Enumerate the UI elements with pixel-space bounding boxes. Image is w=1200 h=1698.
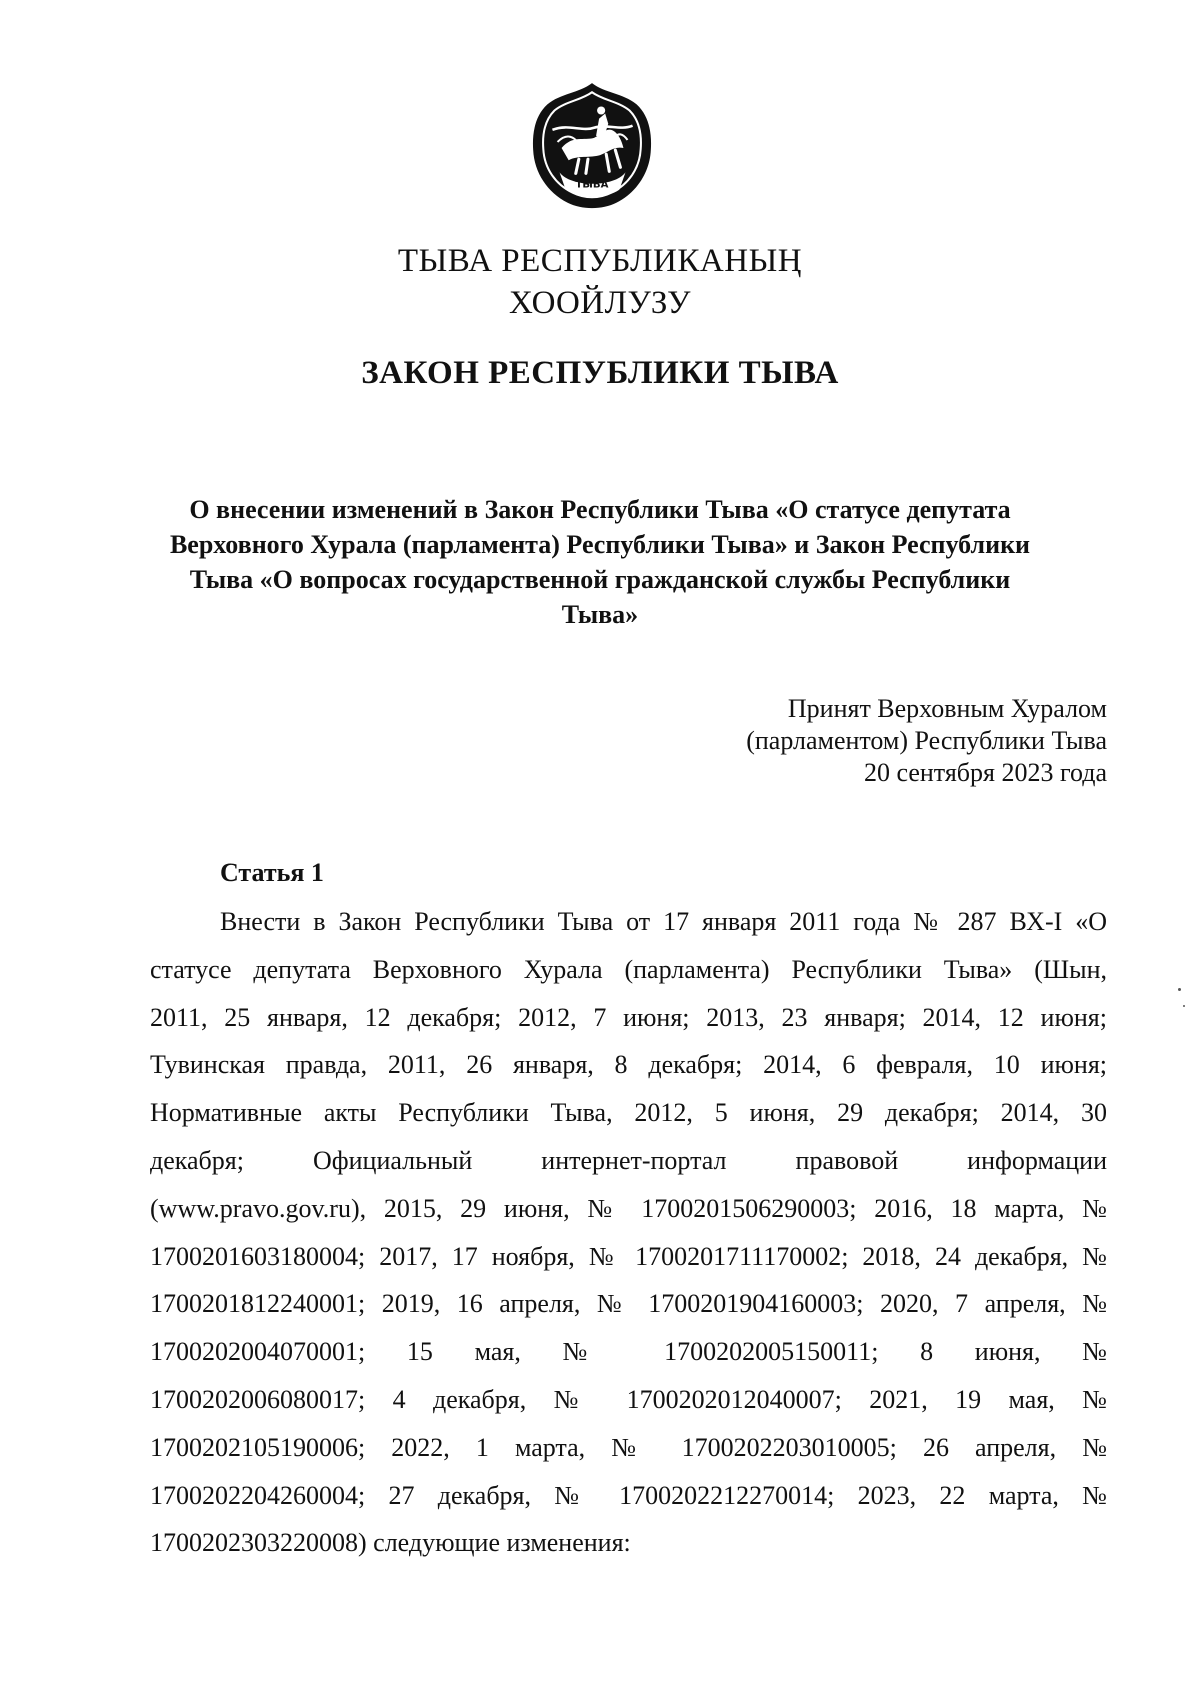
- law-title-line-1: О внесении изменений в Закон Республики Тыва «О статусе депутата: [189, 495, 1011, 524]
- law-title-line-4: Тыва»: [561, 600, 639, 629]
- law-title-line-3: Тыва «О вопросах государственной гражданской службы Республики: [189, 565, 1011, 594]
- article-line-13: 1700202204260004; 27 декабря, № 1700202212270014; 2023, 22 марта, №: [150, 1480, 1107, 1510]
- article-body: [150, 898, 1107, 1567]
- adoption-date: 20 сентября 2023 года: [863, 758, 1107, 787]
- article-line-7: (www.pravo.gov.ru), 2015, 29 июня, № 1700201506290003; 2016, 18 марта, №: [150, 1193, 1107, 1223]
- scan-speck: [1178, 988, 1181, 991]
- article-line-8: 1700201603180004; 2017, 17 ноября, № 1700201711170002; 2018, 24 декабря, №: [150, 1241, 1107, 1271]
- article-line-9: 1700201812240001; 2019, 16 апреля, № 1700201904160003; 2020, 7 апреля, №: [150, 1289, 1107, 1319]
- tuvan-law-heading: [0, 240, 1200, 324]
- article-line-2: статусе депутата Верховного Хурала (парламента) Республики Тыва» (Шын,: [150, 954, 1107, 984]
- emblem-inscription: ТЫВА: [575, 179, 609, 191]
- adoption-block: [746, 693, 1107, 789]
- article-line-1: Внести в Закон Республики Тыва от 17 января 2011 года № 287 ВХ-I «О: [220, 907, 1107, 936]
- adoption-line-2: (парламентом) Республики Тыва: [746, 726, 1107, 755]
- adoption-line-1: Принят Верховным Хуралом: [787, 694, 1107, 723]
- article-line-10: 1700202004070001; 15 мая, № 1700202005150011; 8 июня, №: [150, 1337, 1107, 1367]
- article-line-3: 2011, 25 января, 12 декабря; 2012, 7 июня; 2013, 23 января; 2014, 12 июня;: [150, 1002, 1107, 1032]
- article-line-6: декабря; Официальный интернет-портал правовой информации: [150, 1145, 1107, 1175]
- article-line-4: Тувинская правда, 2011, 26 января, 8 декабря; 2014, 6 февраля, 10 июня;: [150, 1050, 1107, 1080]
- tuva-republic-emblem-icon: [521, 75, 663, 217]
- russian-law-heading: ЗАКОН РЕСПУБЛИКИ ТЫВА: [361, 355, 839, 391]
- law-title: [150, 492, 1050, 632]
- article-line-11: 1700202006080017; 4 декабря, № 1700202012040007; 2021, 19 мая, №: [150, 1384, 1107, 1414]
- article-heading: Статья 1: [220, 858, 324, 887]
- article-line-14: 1700202303220008) следующие изменения:: [150, 1528, 631, 1558]
- article-line-5: Нормативные акты Республики Тыва, 2012, 5 июня, 29 декабря; 2014, 30: [150, 1098, 1107, 1128]
- tuvan-heading-line-1: ТЫВА РЕСПУБЛИКАНЫҢ: [397, 243, 803, 279]
- article-line-12: 1700202105190006; 2022, 1 марта, № 1700202203010005; 26 апреля, №: [150, 1432, 1107, 1462]
- scan-speck: [1183, 1005, 1185, 1007]
- tuvan-heading-line-2: ХООЙЛУЗУ: [508, 285, 692, 321]
- law-title-line-2: Верховного Хурала (парламента) Республики Тыва» и Закон Республики: [169, 530, 1031, 559]
